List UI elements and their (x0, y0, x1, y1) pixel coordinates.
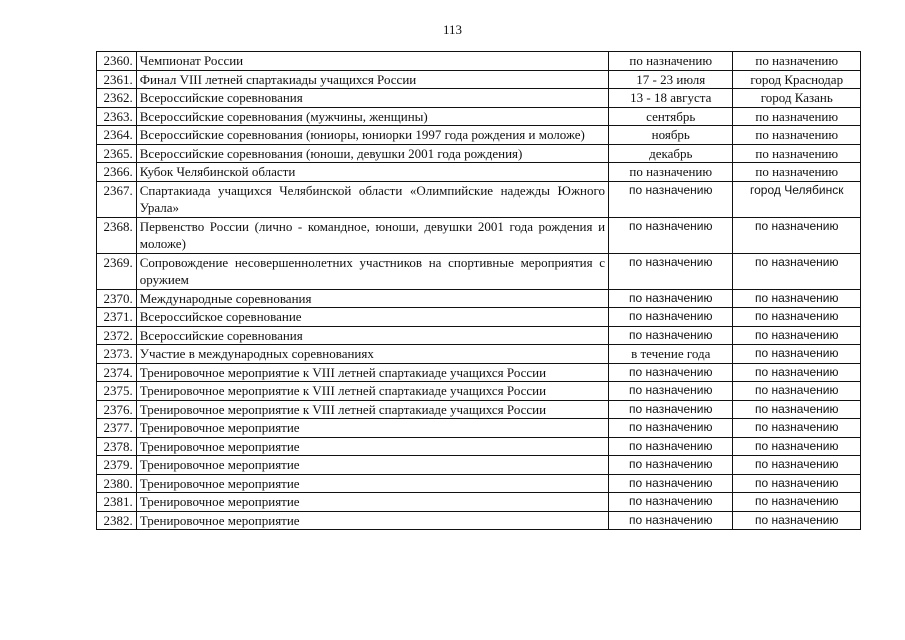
event-name: Участие в международных соревнованиях (136, 345, 608, 364)
event-place: по назначению (733, 474, 861, 493)
event-date: по назначению (609, 253, 733, 289)
table-row (97, 456, 861, 475)
event-name: Спартакиада учащихся Челябинской области «Олимпийские надежды Южного Урала» (136, 181, 608, 217)
event-place: по назначению (733, 326, 861, 345)
event-place: по назначению (733, 419, 861, 438)
table-row (97, 326, 861, 345)
event-place: город Казань (733, 89, 861, 108)
event-name: Тренировочное мероприятие (136, 493, 608, 512)
event-name: Чемпионат России (136, 52, 608, 71)
event-name: Сопровождение несовершеннолетних участников на спортивные мероприятия с оружием (136, 253, 608, 289)
row-number: 2370. (97, 289, 137, 308)
row-number: 2377. (97, 419, 137, 438)
event-date: декабрь (609, 144, 733, 163)
event-date: в течение года (609, 345, 733, 364)
event-place: по назначению (733, 400, 861, 419)
event-name: Тренировочное мероприятие (136, 437, 608, 456)
table-row (97, 181, 861, 217)
event-date: по назначению (609, 382, 733, 401)
event-name: Всероссийские соревнования (136, 326, 608, 345)
table-row (97, 400, 861, 419)
event-date: по назначению (609, 511, 733, 530)
event-name: Всероссийские соревнования (юноши, девушки 2001 года рождения) (136, 144, 608, 163)
row-number: 2361. (97, 70, 137, 89)
row-number: 2365. (97, 144, 137, 163)
event-place: по назначению (733, 289, 861, 308)
event-date: по назначению (609, 326, 733, 345)
event-date: ноябрь (609, 126, 733, 145)
row-number: 2369. (97, 253, 137, 289)
table-row (97, 289, 861, 308)
table-row (97, 217, 861, 253)
row-number: 2373. (97, 345, 137, 364)
event-date: по назначению (609, 456, 733, 475)
event-name: Тренировочное мероприятие (136, 419, 608, 438)
row-number: 2364. (97, 126, 137, 145)
table-row (97, 363, 861, 382)
table-row (97, 474, 861, 493)
row-number: 2375. (97, 382, 137, 401)
event-name: Тренировочное мероприятие (136, 456, 608, 475)
table-row (97, 382, 861, 401)
table-row (97, 107, 861, 126)
event-date: по назначению (609, 419, 733, 438)
row-number: 2379. (97, 456, 137, 475)
table-row (97, 163, 861, 182)
table-row (97, 126, 861, 145)
row-number: 2372. (97, 326, 137, 345)
event-name: Тренировочное мероприятие (136, 511, 608, 530)
event-name: Всероссийские соревнования (мужчины, женщины) (136, 107, 608, 126)
event-date: по назначению (609, 363, 733, 382)
row-number: 2362. (97, 89, 137, 108)
event-place: по назначению (733, 511, 861, 530)
event-name: Всероссийские соревнования (136, 89, 608, 108)
row-number: 2380. (97, 474, 137, 493)
event-place: город Краснодар (733, 70, 861, 89)
event-name: Всероссийское соревнование (136, 308, 608, 327)
row-number: 2374. (97, 363, 137, 382)
table-row (97, 511, 861, 530)
table-row (97, 437, 861, 456)
page-number: 113 (442, 22, 463, 37)
event-date: по назначению (609, 493, 733, 512)
event-date: по назначению (609, 308, 733, 327)
row-number: 2378. (97, 437, 137, 456)
event-date: 13 - 18 августа (609, 89, 733, 108)
event-place: по назначению (733, 345, 861, 364)
events-table-body (97, 52, 861, 530)
row-number: 2371. (97, 308, 137, 327)
row-number: 2381. (97, 493, 137, 512)
event-date: по назначению (609, 400, 733, 419)
event-date: по назначению (609, 217, 733, 253)
event-place: по назначению (733, 126, 861, 145)
table-row (97, 89, 861, 108)
event-date: по назначению (609, 181, 733, 217)
event-name: Международные соревнования (136, 289, 608, 308)
event-name: Тренировочное мероприятие к VIII летней спартакиаде учащихся России (136, 400, 608, 419)
table-row (97, 144, 861, 163)
event-name: Финал VIII летней спартакиады учащихся России (136, 70, 608, 89)
event-place: по назначению (733, 456, 861, 475)
row-number: 2376. (97, 400, 137, 419)
event-name: Тренировочное мероприятие к VIII летней спартакиаде учащихся России (136, 363, 608, 382)
table-row (97, 253, 861, 289)
event-date: по назначению (609, 289, 733, 308)
row-number: 2363. (97, 107, 137, 126)
event-date: по назначению (609, 163, 733, 182)
event-place: по назначению (733, 437, 861, 456)
event-place: по назначению (733, 217, 861, 253)
event-name: Всероссийские соревнования (юниоры, юниорки 1997 года рождения и моложе) (136, 126, 608, 145)
event-place: по назначению (733, 308, 861, 327)
event-date: сентябрь (609, 107, 733, 126)
row-number: 2360. (97, 52, 137, 71)
event-place: по назначению (733, 493, 861, 512)
event-place: город Челябинск (733, 181, 861, 217)
event-date: по назначению (609, 52, 733, 71)
table-row (97, 345, 861, 364)
table-row (97, 52, 861, 71)
events-table (96, 51, 861, 530)
row-number: 2368. (97, 217, 137, 253)
event-place: по назначению (733, 52, 861, 71)
table-row (97, 493, 861, 512)
table-row (97, 419, 861, 438)
event-place: по назначению (733, 144, 861, 163)
event-place: по назначению (733, 107, 861, 126)
table-row (97, 70, 861, 89)
event-name: Кубок Челябинской области (136, 163, 608, 182)
row-number: 2366. (97, 163, 137, 182)
event-place: по назначению (733, 363, 861, 382)
event-date: по назначению (609, 437, 733, 456)
row-number: 2367. (97, 181, 137, 217)
row-number: 2382. (97, 511, 137, 530)
event-place: по назначению (733, 253, 861, 289)
event-name: Первенство России (лично - командное, юноши, девушки 2001 года рождения и моложе) (136, 217, 608, 253)
event-place: по назначению (733, 382, 861, 401)
table-row (97, 308, 861, 327)
event-name: Тренировочное мероприятие (136, 474, 608, 493)
event-name: Тренировочное мероприятие к VIII летней спартакиаде учащихся России (136, 382, 608, 401)
event-date: 17 - 23 июля (609, 70, 733, 89)
event-date: по назначению (609, 474, 733, 493)
event-place: по назначению (733, 163, 861, 182)
